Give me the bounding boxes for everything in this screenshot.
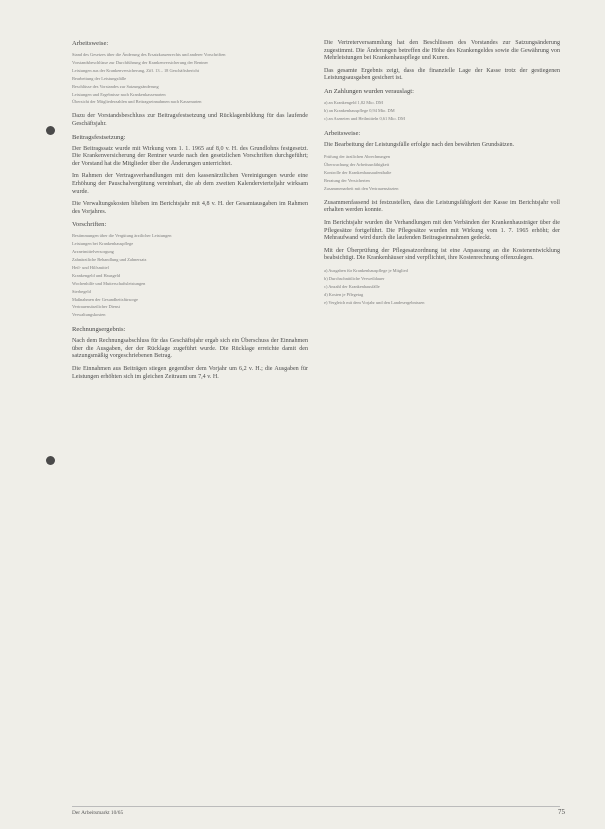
list-item: Krankengeld und Hausgeld — [72, 272, 121, 278]
list-item: Verwaltungskosten — [72, 312, 106, 318]
list-item: Zusammenarbeit mit den Vertrauensärzten — [324, 185, 399, 191]
list-item: Leistungen bei Krankenhauspflege — [72, 241, 134, 247]
section-heading: Rechnungsergebnis: — [72, 326, 126, 334]
section-heading: An Zahlungen wurden verauslagt: — [324, 87, 414, 95]
paragraph: Mit der Überprüfung der Pflegesatzordnung ist eine Anpassung an die Kostenentwicklung beabsichtigt. Die Krankenhäuser sind verpflichtet, ihre Kostenrechnung offenzulegen. — [324, 247, 560, 262]
list-item: Kontrolle der Krankenhausaufenthalte — [324, 170, 392, 176]
list-item: Vertrauensärztlicher Dienst — [72, 304, 120, 310]
paragraph: Im Berichtsjahr wurden die Verhandlungen mit den Verbänden der Krankenhausträger über die Pflegesätze fortgeführt. Die Pflegesätze wurden mit Wirkung vom 1. 7. 1965 erhöht; der Mehraufwand wird durch die laufenden Beitragseinnahmen gedeckt. — [324, 220, 560, 242]
paragraph: Das gesamte Ergebnis zeigt, dass die finanzielle Lage der Kasse trotz der gestiegenen Leistungsausgaben gesichert ist. — [324, 67, 560, 82]
list-item: Beschlüsse des Vorstandes zur Satzungsänderung — [72, 83, 159, 89]
list-item: c) an Arzneien und Heilmitteln 0,61 Mio. DM — [324, 115, 405, 121]
footer-left-text: Der Arbeitsmarkt 10/65 — [72, 810, 124, 816]
list-item: Beratung der Versicherten — [324, 178, 370, 183]
paragraph: Nach dem Rechnungsabschluss für das Geschäftsjahr ergab sich ein Überschuss der Einnahmen über die Ausgaben, der der Rücklage zugeführt wurde. Die Rücklage erreichte damit den satzungsmäßig vorgeschriebenen Betrag. — [72, 338, 308, 360]
list-item: e) Vergleich mit dem Vorjahr und den Landesergebnissen — [324, 299, 425, 305]
paragraph: Dazu der Vorstandsbeschluss zur Beitragsfestsetzung und Rücklagenbildung für das laufende Geschäftsjahr. — [72, 113, 308, 127]
list-item: b) Durchschnittliche Verweildauer — [324, 275, 385, 281]
list-item: b) an Krankenhauspflege 0,94 Mio. DM — [324, 107, 395, 113]
punch-hole — [46, 456, 55, 465]
left-column — [72, 40, 308, 386]
list-item: Wochenhilfe und Mutterschaftsleistungen — [72, 280, 146, 286]
paragraph: Die Vertreterversammlung hat den Beschlüssen des Vorstandes zur Satzungsänderung zugestimmt. Die Änderungen betreffen die Höhe des Krankengeldes sowie die Gewährung von Mehrleistungen bei Krankenhauspflege und Kuren. — [324, 40, 560, 62]
paragraph: Der Beitragssatz wurde mit Wirkung vom 1. 1. 1965 auf 8,0 v. H. des Grundlohns festgesetzt. Die Krankenversicherung der Rentner wurde nach den gesetzlichen Vorschriften durchgeführt; der Vorstand hat die Mitglieder über die Änderungen unterrichtet. — [72, 145, 308, 167]
paragraph: Die Einnahmen aus Beiträgen stiegen gegenüber dem Vorjahr um 6,2 v. H.; die Ausgaben für Leistungen erhöhten sich im gleichen Zeitraum um 7,4 v. H. — [72, 366, 308, 380]
list-item: Sterbegeld — [72, 288, 91, 294]
section-heading: Beitragsfestsetzung: — [72, 133, 126, 141]
list-item: Überwachung der Arbeitsunfähigkeit — [324, 162, 390, 168]
section-heading: Arbeitsweise: — [324, 129, 361, 137]
paragraph: Die Bearbeitung der Leistungsfälle erfolgte nach den bewährten Grundsätzen. — [324, 141, 515, 148]
list-item: Zahnärztliche Behandlung und Zahnersatz — [72, 257, 147, 262]
list-item: Arzneimittelversorgung — [72, 249, 114, 255]
paragraph: Zusammenfassend ist festzustellen, dass die Leistungsfähigkeit der Kasse im Berichtsjahr voll erhalten werden konnte. — [324, 199, 560, 214]
section-heading: Arbeitsweise: — [72, 40, 109, 47]
list-item: Übersicht der Mitgliederzahlen und Beitragseinnahmen nach Kassenarten — [72, 99, 202, 105]
list-item: Stand des Gesetzes über die Änderung des Ersatzkassenrechts und anderer Vorschriften — [72, 52, 226, 57]
punch-hole — [46, 126, 55, 135]
list-item: d) Kosten je Pflegetag — [324, 291, 364, 297]
list-item: Maßnahmen der Gesundheitsfürsorge — [72, 296, 139, 302]
paragraph: Die Verwaltungskosten blieben im Berichtsjahr mit 4,8 v. H. der Gesamtausgaben im Rahmen des Vorjahres. — [72, 201, 308, 215]
list-item: Vorstandsbeschlüsse zur Durchführung der Krankenversicherung der Rentner — [72, 59, 208, 65]
list-item: Prüfung der ärztlichen Abrechnungen — [324, 154, 390, 160]
right-column — [324, 40, 560, 308]
list-item: Leistungen aus der Krankenversicherung, Ziff. 13 – 18 Geschäftsbericht — [72, 67, 199, 73]
list-item: Bearbeitung der Leistungsfälle — [72, 75, 127, 81]
footer-rule — [72, 806, 560, 807]
list-item: Leistungen und Ergebnisse nach Krankenkassenarten — [72, 91, 166, 97]
paragraph: Im Rahmen der Vertragsverhandlungen mit den kassenärztlichen Vereinigungen wurde eine Erhöhung der Pauschalvergütung vereinbart, die ab dem zweiten Kalendervierteljahr wirksam wurde. — [72, 173, 308, 195]
list-item: Bestimmungen über die Vergütung ärztlicher Leistungen — [72, 233, 172, 239]
list-item: a) Ausgaben für Krankenhauspflege je Mitglied — [324, 267, 408, 273]
section-heading: Vorschriften: — [72, 221, 107, 229]
list-item: c) Anzahl der Krankenhausfälle — [324, 283, 380, 289]
list-item: a) an Krankengeld 1,82 Mio. DM — [324, 99, 383, 105]
page-number: 75 — [558, 808, 565, 816]
list-item: Heil- und Hilfsmittel — [72, 264, 109, 270]
